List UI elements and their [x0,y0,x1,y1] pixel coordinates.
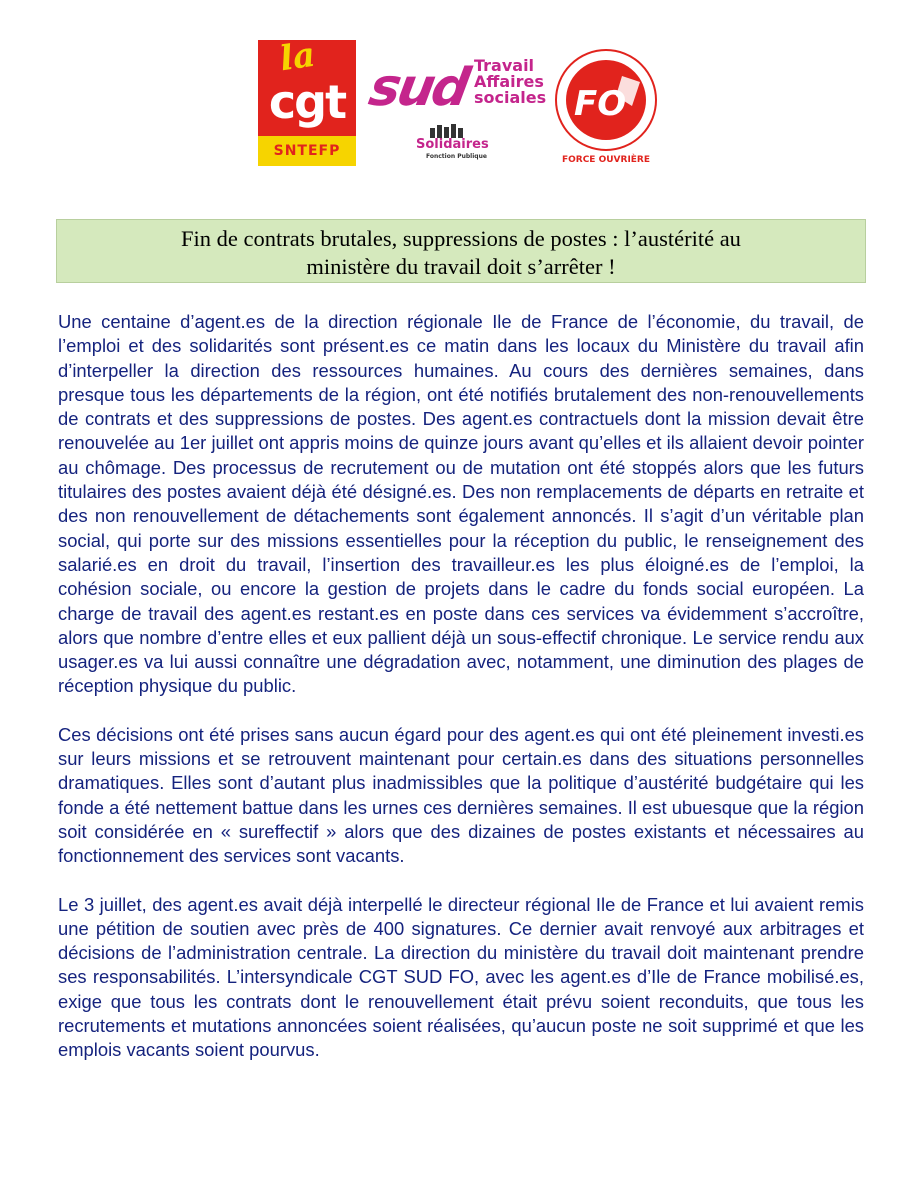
cgt-logo-band: SNTEFP [258,136,356,166]
title-line-2: ministère du travail doit s’arrêter ! [306,254,616,279]
sud-logo-line3: sociales [474,88,547,107]
cgt-logo-main: cgt [268,75,346,129]
cgt-logo [258,34,356,166]
fo-logo [552,46,660,171]
page-title [57,220,865,281]
fonction-publique-label: Fonction Publique [426,153,487,160]
sud-logo-line1: Travail [474,56,535,75]
solidaires-crowd-icon [428,122,468,138]
fo-logo-letters: FO [574,84,627,124]
paragraph-2: Ces décisions ont été prises sans aucun égard pour des agent.es qui ont été pleinement investi.es sur leurs missions et se retrouvent maintenant pour certain.es dans des situations personnelles dramatiques. Elles sont d’autant plus inadmissibles que la politique d’austérité budgétaire qui les fonde a été nettement battue dans les urnes ces dernières semaines. Il est ubuesque que la région soit considérée en « sureffectif » alors que des dizaines de postes existants et nécessaires au fonctionnement des services sont vacants. [58,723,864,867]
title-line-1: Fin de contrats brutales, suppressions de postes : l’austérité au [181,226,741,251]
cgt-logo-la: la [277,34,318,80]
fo-logo-label: FORCE OUVRIÈRE [561,155,651,165]
solidaires-label: Solidaires [416,137,489,152]
sud-logo [364,46,547,171]
sud-logo-main: sud [364,58,472,118]
sud-logo-line2: Affaires [474,72,544,91]
union-logos [0,36,906,171]
sud-logo-subtitle [474,58,546,106]
body-text [58,310,864,1087]
paragraph-1: Une centaine d’agent.es de la direction régionale Ile de France de l’économie, du travail, de l’emploi et des solidarités sont présent.es ce matin dans les locaux du Ministère du travail afin d’interpeller la direction des ressources humaines. Au cours des dernières semaines, dans presque tous les départements de la région, ont été notifiés brutalement des non-renouvellements de contrats et des suppressions de postes. Des agent.es contractuels dont la mission devait être renouvelée au 1er juillet ont appris moins de quinze jours avant qu’elles et ils allaient devoir pointer au chômage. Des processus de recrutement ou de mutation ont été stoppés alors que les futurs titulaires des postes avaient déjà été désigné.es. Des non remplacements de départs en retraite et des non renouvellement de détachements sont également annoncés. Il s’agit d’un véritable plan social, qui porte sur des missions essentielles pour la réception du public, le renseignement des salarié.es en droit du travail, l’insertion des travailleur.es les plus éloigné.es de l’emploi, la cohésion sociale, ou encore la gestion de projets dans le cadre du fonds social européen. La charge de travail des agent.es restant.es en poste dans ces services va évidemment s’accroître, alors que nombre d’entre elles et eux pallient déjà un sous-effectif chronique. Le service rendu aux usager.es va lui aussi connaître une dégradation avec, notamment, une diminution des plages de réception physique du public. [58,311,864,697]
paragraph-3: Le 3 juillet, des agent.es avait déjà interpellé le directeur régional Ile de France et lui avaient remis une pétition de soutien avec près de 400 signatures. Ce dernier avait renvoyé aux arbitrages et décisions de l’administration centrale. La direction du ministère du travail doit maintenant prendre ses responsabilités. L’intersyndicale CGT SUD FO, avec les agent.es d’Ile de France mobilisé.es, exige que tous les contrats dont le renouvellement était prévu soient reconduits, que tous les recrutements et mutations annoncées soient réalisées, qu’aucun poste ne soit supprimé et que les emplois vacants soient pourvus. [58,893,864,1061]
title-banner [56,219,866,283]
